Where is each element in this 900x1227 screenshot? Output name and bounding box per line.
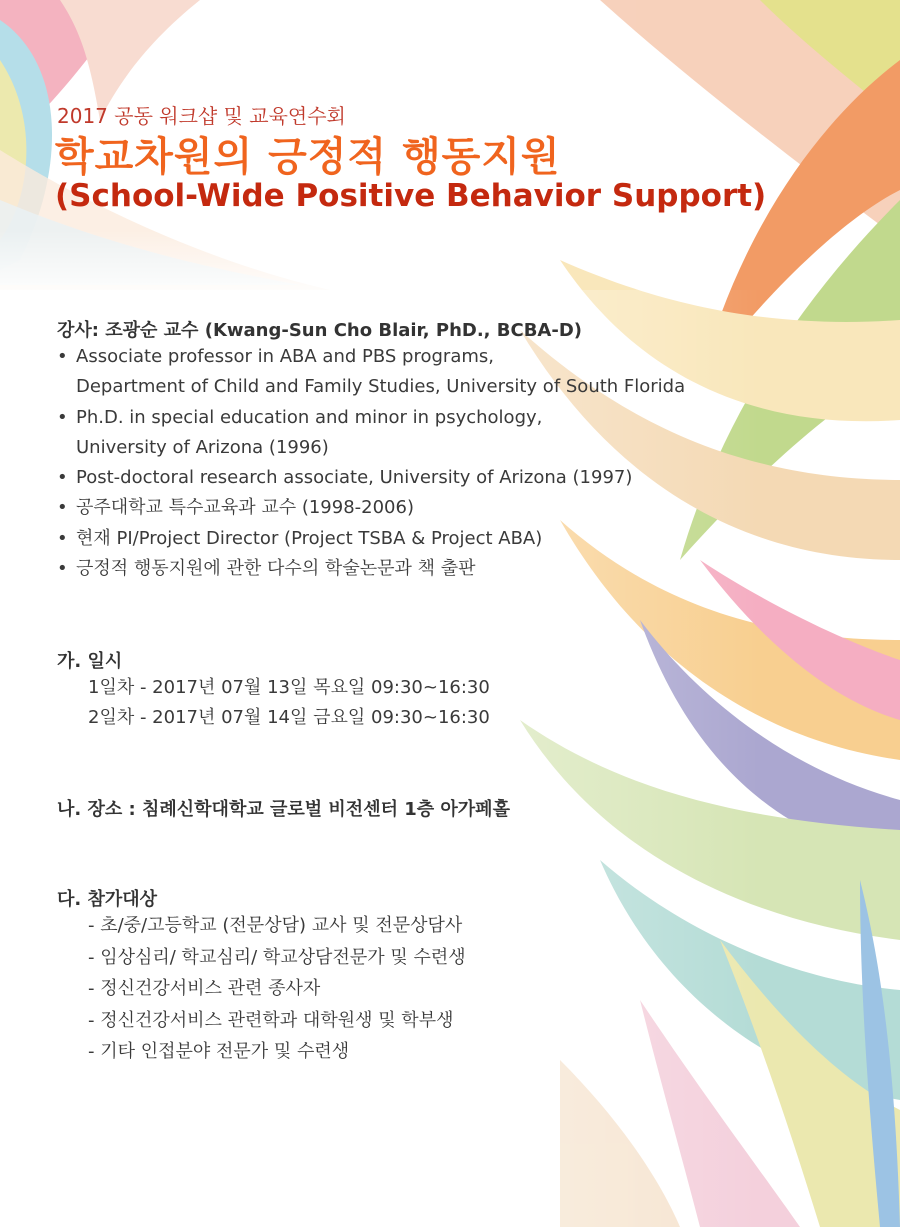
- bullet-icon: •: [57, 558, 68, 580]
- venue-heading: 나. 장소 : 침례신학대학교 글로벌 비전센터 1층 아가페홀: [57, 799, 510, 820]
- schedule-item: 2일차 - 2017년 07월 14일 금요일 09:30~16:30: [88, 707, 490, 729]
- speaker-bio-line: 공주대학교 특수교육과 교수 (1998-2006): [76, 497, 414, 519]
- speaker-bio-item: [57, 342, 685, 403]
- speaker-bio-line: Associate professor in ABA and PBS programs,: [76, 346, 494, 367]
- audience-item: - 정신건강서비스 관련 종사자: [88, 978, 321, 999]
- schedule-list: [88, 673, 490, 734]
- speaker-bio-item: [57, 403, 685, 464]
- speaker-bio-line: 현재 PI/Project Director (Project TSBA & Project ABA): [76, 527, 543, 549]
- speaker-bio-item: [57, 524, 685, 554]
- audience-item: - 정신건강서비스 관련학과 대학원생 및 학부생: [88, 1009, 454, 1031]
- speaker-bio-item: [57, 493, 685, 523]
- audience-item: - 임상심리/ 학교심리/ 학교상담전문가 및 수련생: [88, 946, 466, 968]
- speaker-bio-item: [57, 463, 685, 493]
- bullet-icon: •: [57, 527, 68, 549]
- speaker-bio-line: 긍정적 행동지원에 관한 다수의 학술논문과 책 출판: [76, 558, 476, 580]
- bullet-icon: •: [57, 467, 68, 489]
- speaker-heading: 강사: 조광순 교수 (Kwang-Sun Cho Blair, PhD., BCBA-D): [57, 320, 583, 341]
- speaker-bio-line: Department of Child and Family Studies, University of South Florida: [76, 376, 686, 398]
- bullet-icon: •: [57, 406, 68, 428]
- event-title-english: (School-Wide Positive Behavior Support): [55, 178, 767, 214]
- bullet-icon: •: [57, 497, 68, 519]
- audience-item: - 초/중/고등학교 (전문상담) 교사 및 전문상담사: [88, 915, 463, 936]
- speaker-bio-line: Ph.D. in special education and minor in psychology,: [76, 406, 543, 428]
- speaker-bio-item: [57, 554, 685, 584]
- schedule-item: 1일차 - 2017년 07월 13일 목요일 09:30~16:30: [88, 677, 490, 698]
- speaker-bio-line: Post-doctoral research associate, University of Arizona (1997): [76, 467, 633, 489]
- audience-list: [88, 910, 466, 1068]
- event-title-korean: 학교차원의 긍정적 행동지원: [55, 134, 561, 180]
- speaker-bio-line: University of Arizona (1996): [76, 436, 329, 458]
- event-subtitle: 2017 공동 워크샵 및 교육연수회: [57, 104, 346, 128]
- audience-item: - 기타 인접분야 전문가 및 수련생: [88, 1041, 350, 1062]
- speaker-bio-list: [57, 342, 685, 584]
- schedule-heading: 가. 일시: [57, 651, 123, 672]
- bullet-icon: •: [57, 346, 68, 367]
- audience-heading: 다. 참가대상: [57, 889, 158, 910]
